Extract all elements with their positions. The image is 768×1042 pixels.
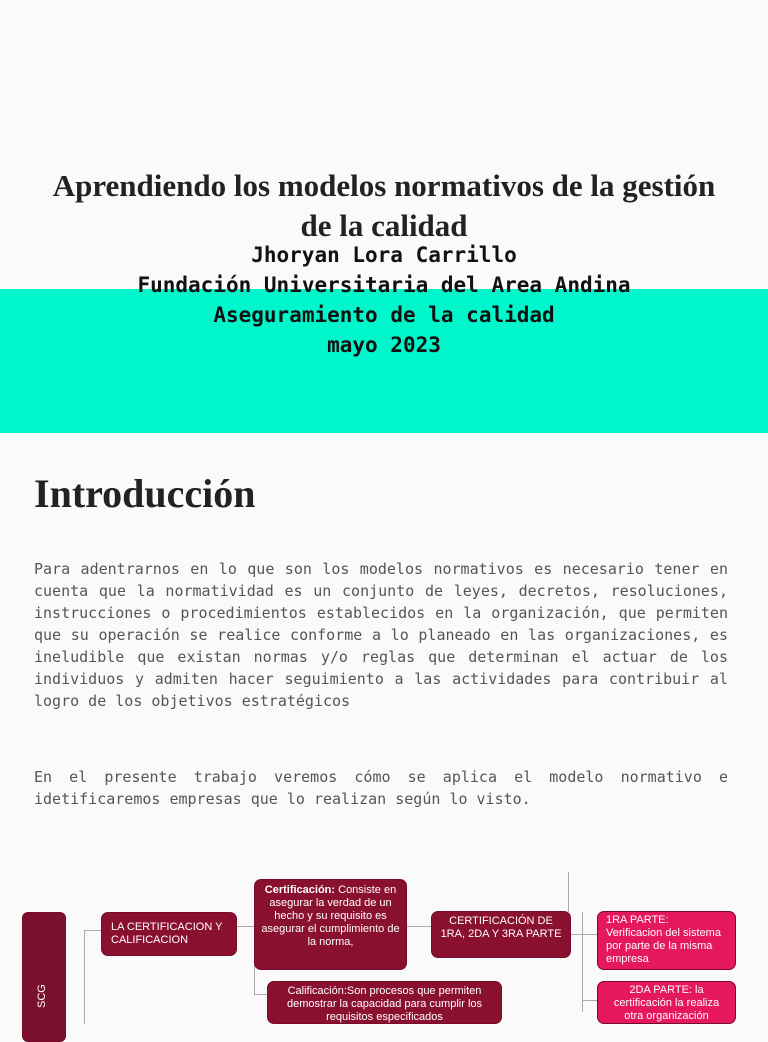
- connector-line: [570, 934, 582, 935]
- connector-line: [568, 872, 569, 912]
- node-certificacion-calificacion: LA CERTIFICACION Y CALIFICACION: [101, 912, 237, 956]
- node-primera-parte: 1RA PARTE: Verificacion del sistema por parte de la misma empresa: [597, 911, 736, 970]
- node-segunda-parte: 2DA PARTE: la certificación la realiza otra organización: [597, 981, 736, 1024]
- cover-date: mayo 2023: [327, 333, 441, 357]
- cover-author: Jhoryan Lora Carrillo: [251, 243, 517, 267]
- intro-heading: Introducción: [34, 471, 256, 516]
- node-certificacion-partes: CERTIFICACIÓN DE 1RA, 2DA Y 3RA PARTE: [431, 911, 571, 958]
- node-certificacion: [254, 879, 407, 970]
- connector-line: [582, 934, 598, 935]
- connector-line: [406, 926, 432, 927]
- connector-line: [582, 1000, 598, 1001]
- connector-line: [582, 912, 583, 1012]
- concept-map-root-label: SCG: [36, 984, 48, 1008]
- certificacion-text: Consiste en asegurar la verdad de un hecho y su requisito es asegurar el cumplimiento de la norma,: [261, 884, 400, 948]
- cover-course: Aseguramiento de la calidad: [213, 303, 555, 327]
- cover-title: Aprendiendo los modelos normativos de la gestión de la calidad: [52, 168, 716, 243]
- concept-map: [0, 860, 768, 1024]
- node-calificacion: Calificación:Son procesos que permiten demostrar la capacidad para cumplir los requisitos especificados: [267, 981, 502, 1024]
- connector-line: [236, 926, 254, 927]
- connector-line: [254, 994, 268, 995]
- intro-paragraph-1: Para adentrarnos en lo que son los modelos normativos es necesario tener en cuenta que la normatividad es un conjunto de leyes, decretos, resoluciones, instrucciones o procedimientos establecidos en la organización, que permiten que su operación se realice conforme a lo planeado en las organizaciones, es ineludible que existan normas y/o reglas que determinan el actuar de los individuos y admiten hacer seguimiento a las actividades para contribuir al logro de los objetivos estratégicos: [34, 560, 728, 710]
- intro-paragraph-2: En el presente trabajo veremos cómo se aplica el modelo normativo e idetificaremos empresas que lo realizan según lo visto.: [34, 768, 728, 808]
- cover-institution: Fundación Universitaria del Area Andina: [137, 273, 631, 297]
- connector-line: [84, 930, 85, 1024]
- cover-meta: [0, 240, 768, 360]
- certificacion-lead: Certificación:: [264, 884, 336, 896]
- connector-line: [84, 930, 102, 931]
- concept-map-root: [22, 912, 66, 1042]
